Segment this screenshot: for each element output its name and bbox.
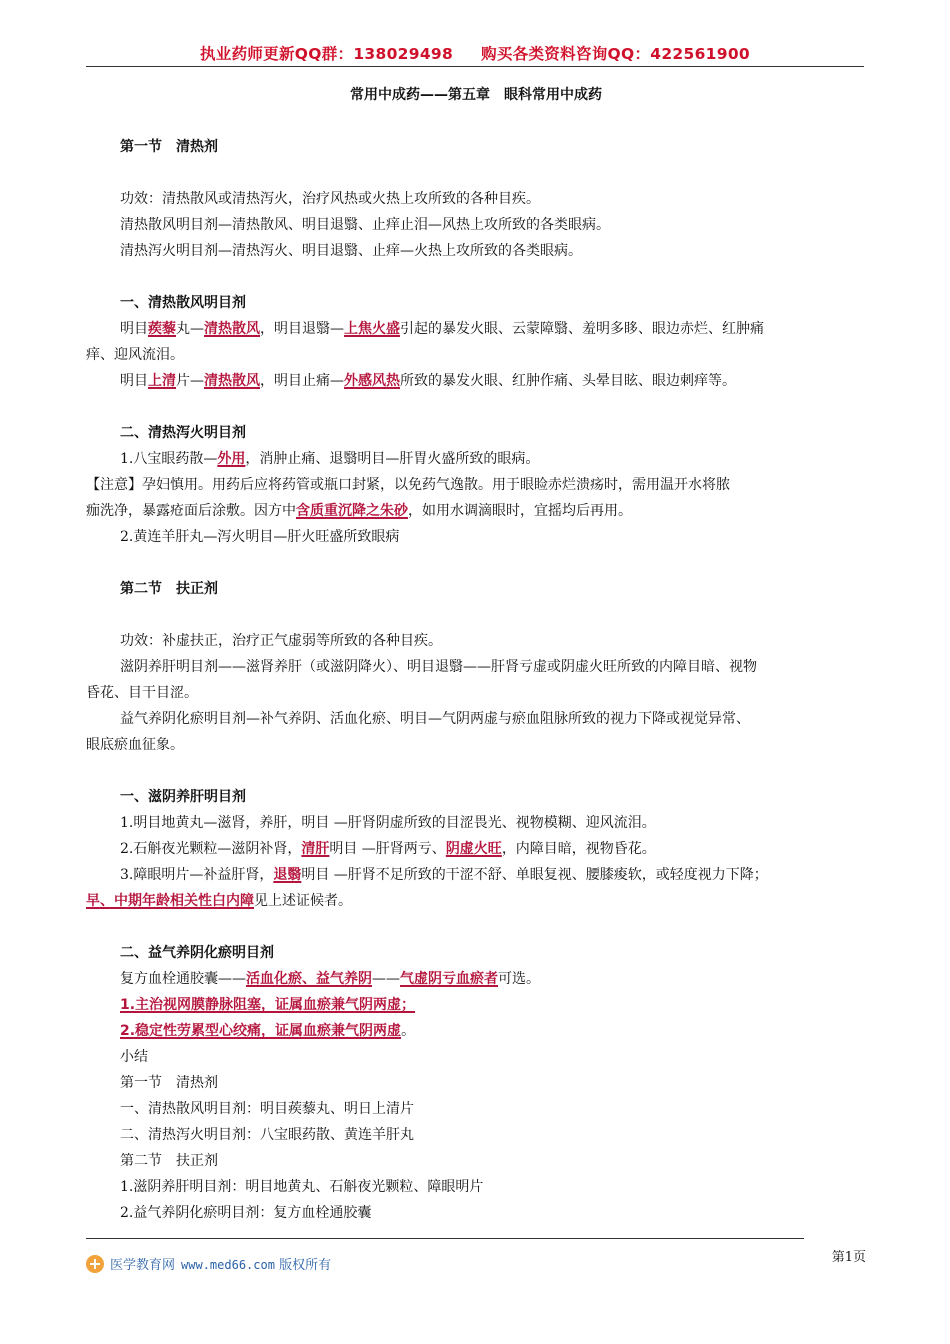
summary-section-2: 第二节 扶正剂 xyxy=(120,1153,218,1169)
sec2-paragraph-1: 功效：补虚扶正，治疗正气虚弱等所致的各种目疾。 xyxy=(120,633,442,649)
header-divider xyxy=(86,66,864,67)
sec1-paragraph-2: 清热散风明目剂—清热散风、明目退翳、止痒止泪—风热上攻所致的各类眼病。 xyxy=(120,217,610,233)
header-banner xyxy=(0,42,950,64)
sec2-sub2-line-1: 复方血栓通胶囊——活血化瘀、益气养阴——气虚阴亏血瘀者可选。 xyxy=(120,971,540,987)
highlight: 活血化瘀、益气养阴 xyxy=(246,971,372,987)
sec2-sub1-line-1: 1.明目地黄丸—滋肾，养肝，明目 —肝肾阴虚所致的目涩畏光、视物模糊、迎风流泪。 xyxy=(120,815,656,831)
med66-logo-icon xyxy=(86,1255,104,1273)
sec1-paragraph-1: 功效：清热散风或清热泻火，治疗风热或火热上攻所致的各种目疾。 xyxy=(120,191,540,207)
highlight: 含质重沉降之朱砂 xyxy=(296,503,408,519)
highlight: 外感风热 xyxy=(344,373,400,389)
highlight: 阴虚火旺 xyxy=(445,841,502,857)
sec1-sub2-line-4: 2.黄连羊肝丸—泻火明目—肝火旺盛所致眼病 xyxy=(120,529,400,545)
section-2-heading: 第二节 扶正剂 xyxy=(120,581,218,597)
sec2-sub2-line-2 xyxy=(120,994,415,1016)
highlight: 上焦火盛 xyxy=(344,321,400,337)
summary-title: 小结 xyxy=(120,1049,148,1065)
sec2-sub2-line-3: 2.稳定性劳累型心绞痛，证属血瘀兼气阴两虚。 xyxy=(120,1023,416,1039)
sec1-sub1-heading: 一、清热散风明目剂 xyxy=(120,295,246,311)
sec2-sub1-line-4: 早、中期年龄相关性白内障见上述证候者。 xyxy=(86,893,352,909)
highlight: 清热散风 xyxy=(204,321,260,337)
copyright-text: 版权所有 xyxy=(279,1258,332,1273)
highlight: 上清 xyxy=(148,373,176,389)
sec1-sub2-heading: 二、清热泻火明目剂 xyxy=(120,425,246,441)
qq-purchase-text: 购买各类资料咨询QQ：422561900 xyxy=(481,45,751,63)
sec2-paragraph-2b: 昏花、目干目涩。 xyxy=(86,685,198,701)
sec2-sub1-line-3: 3.障眼明片—补益肝肾，退翳明目 —肝肾不足所致的干涩不舒、单眼复视、腰膝痠软，或轻度视力下降； xyxy=(120,867,768,883)
footer xyxy=(86,1250,866,1278)
page-title: 常用中成药——第五章 眼科常用中成药 xyxy=(350,87,602,103)
summary-section-2b: 2.益气养阴化瘀明目剂：复方血栓通胶囊 xyxy=(120,1205,372,1221)
highlight: 气虚阴亏血瘀者 xyxy=(400,971,498,987)
highlight: 1.主治视网膜静脉阻塞，证属血瘀兼气阴两虚； xyxy=(120,997,416,1013)
sec1-sub1-line-3: 明目上清片—清热散风，明目止痛—外感风热所致的暴发火眼、红肿作痛、头晕目眩、眼边刺痒等。 xyxy=(120,373,736,389)
highlight: 清肝 xyxy=(301,841,330,857)
highlight: 外用 xyxy=(217,451,246,467)
footer-divider xyxy=(86,1238,804,1239)
sec2-paragraph-3b: 眼底瘀血征象。 xyxy=(86,737,184,753)
highlight: 退翳 xyxy=(273,867,302,883)
sec2-sub1-line-2: 2.石斛夜光颗粒—滋阴补肾，清肝明目 —肝肾两亏、阴虚火旺，内障目暗，视物昏花。 xyxy=(120,841,656,857)
logo-name: 医学教育网 xyxy=(110,1258,176,1273)
sec2-paragraph-2a: 滋阴养肝明目剂——滋肾养肝（或滋阴降火）、明目退翳——肝肾亏虚或阴虚火旺所致的内障目暗、视物 xyxy=(120,659,757,675)
site-url: www.med66.com xyxy=(181,1258,275,1272)
qq-group-text: 执业药师更新QQ群：138029498 xyxy=(199,45,454,63)
sec1-sub1-line-2: 痒、迎风流泪。 xyxy=(86,347,184,363)
sec1-paragraph-3: 清热泻火明目剂—清热泻火、明目退翳、止痒—火热上攻所致的各类眼病。 xyxy=(120,243,582,259)
summary-section-1: 第一节 清热剂 xyxy=(120,1075,218,1091)
section-1-heading: 第一节 清热剂 xyxy=(120,139,218,155)
sec1-sub2-line-1: 1.八宝眼药散—外用，消肿止痛、退翳明目—肝胃火盛所致的眼病。 xyxy=(120,451,540,467)
sec1-sub1-line-1: 明目蒺藜丸—清热散风，明目退翳—上焦火盛引起的暴发火眼、云蒙障翳、羞明多眵、眼边赤烂、红肿痛 xyxy=(120,321,764,337)
summary-section-2a: 1.滋阴养肝明目剂：明目地黄丸、石斛夜光颗粒、障眼明片 xyxy=(120,1179,484,1195)
sec2-paragraph-3a: 益气养阴化瘀明目剂—补气养阴、活血化瘀、明目—气阴两虚与瘀血阻脉所致的视力下降或视觉异常、 xyxy=(120,711,750,727)
sec2-sub2-heading: 二、益气养阴化瘀明目剂 xyxy=(120,945,274,961)
summary-section-1b: 二、清热泻火明目剂：八宝眼药散、黄连羊肝丸 xyxy=(120,1127,414,1143)
sec2-sub1-heading: 一、滋阴养肝明目剂 xyxy=(120,789,246,805)
site-logo xyxy=(86,1254,331,1273)
highlight: 2.稳定性劳累型心绞痛，证属血瘀兼气阴两虚 xyxy=(120,1023,402,1039)
highlight: 蒺藜 xyxy=(148,321,176,337)
highlight: 清热散风 xyxy=(204,373,260,389)
sec1-sub2-line-2: 【注意】孕妇慎用。用药后应将药管或瓶口封紧，以免药气逸散。用于眼睑赤烂溃疡时，需用温开水将脓 xyxy=(86,477,730,493)
page-number: 第1页 xyxy=(831,1250,866,1265)
highlight: 早、中期年龄相关性白内障 xyxy=(86,893,254,909)
summary-section-1a: 一、清热散风明目剂：明目蒺藜丸、明日上清片 xyxy=(120,1101,414,1117)
sec1-sub2-line-3: 痂洗净，暴露疮面后涂敷。因方中含质重沉降之朱砂，如用水调滴眼时，宜摇均后再用。 xyxy=(86,503,632,519)
